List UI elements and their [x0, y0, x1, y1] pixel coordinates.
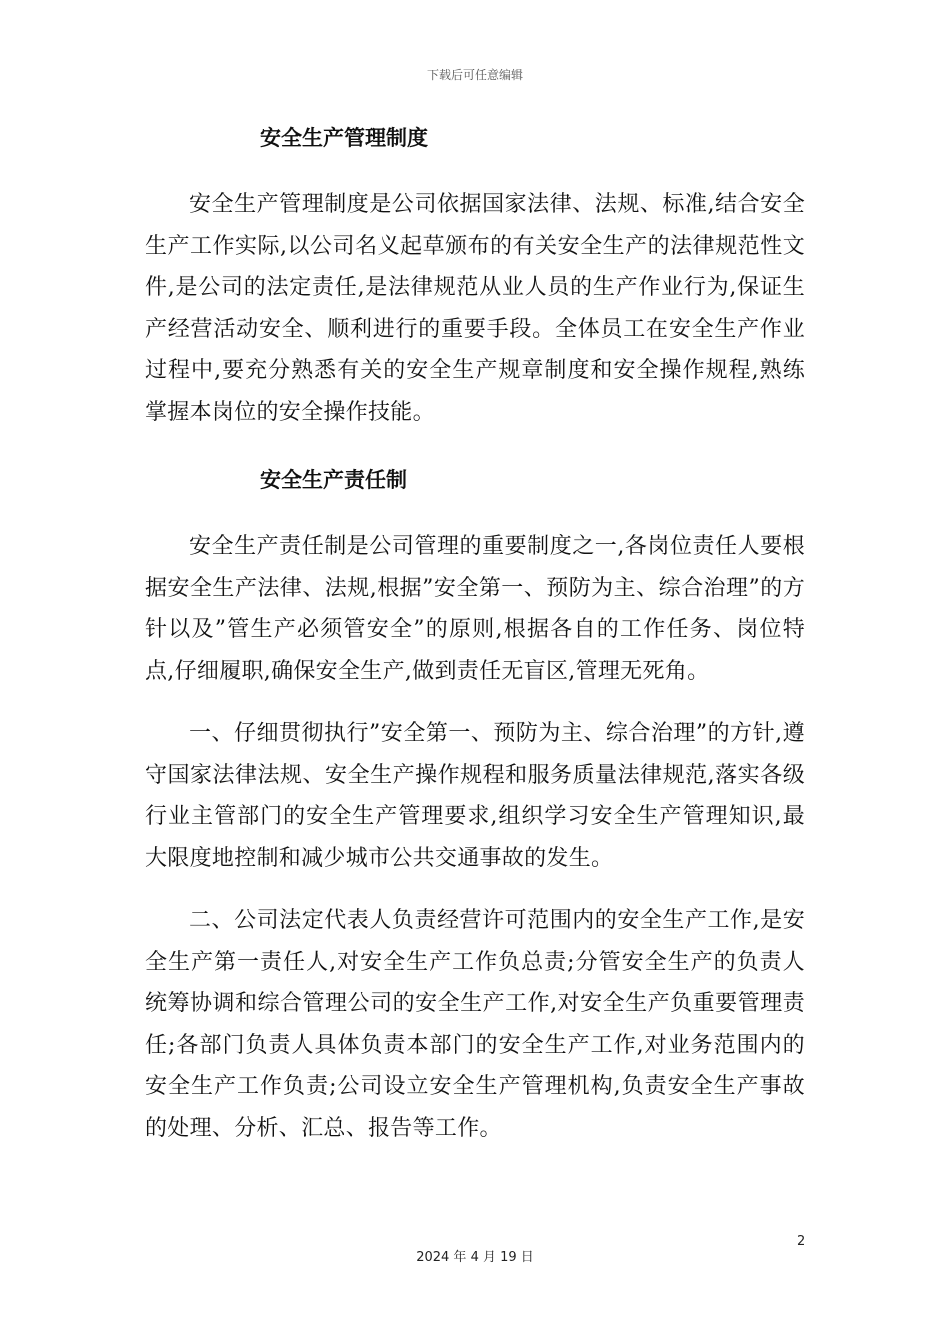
section-heading-responsibility-system: 安全生产责任制: [260, 468, 407, 492]
paragraph-item-two: 二、公司法定代表人负责经营许可范围内的安全生产工作,是安全生产第一责任人,对安全生产工作负总责;分管安全生产的负责人统筹协调和综合管理公司的安全生产工作,对安全生产负重要管理责任;各部门负责人具体负责本部门的安全生产工作,对业务范围内的安全生产工作负责;公司设立安全生产管理机构,负责安全生产事故的处理、分析、汇总、报告等工作。: [145, 908, 805, 1141]
document-body: [145, 112, 805, 1149]
paragraph-responsibility-intro: 安全生产责任制是公司管理的重要制度之一,各岗位责任人要根据安全生产法律、法规,根据”安全第一、预防为主、综合治理”的方针以及”管生产必须管安全”的原则,根据各自的工作任务、岗位特点,仔细履职,确保安全生产,做到责任无盲区,管理无死角。: [145, 534, 805, 684]
section-heading-management-system: 安全生产管理制度: [260, 126, 428, 150]
paragraph-item-one: 一、仔细贯彻执行”安全第一、预防为主、综合治理”的方针,遵守国家法律法规、安全生产操作规程和服务质量法律规范,落实各级行业主管部门的安全生产管理要求,组织学习安全生产管理知识,最大限度地控制和减少城市公共交通事故的发生。: [145, 721, 805, 871]
page-number: 2: [797, 1234, 806, 1249]
footer-date: 2024 年 4 月 19 日: [416, 1250, 534, 1265]
page-header: 下载后可任意编辑: [426, 68, 523, 82]
paragraph-management-system: 安全生产管理制度是公司依据国家法律、法规、标准,结合安全生产工作实际,以公司名义起草颁布的有关安全生产的法律规范性文件,是公司的法定责任,是法律规范从业人员的生产作业行为,保证生产经营活动安全、顺利进行的重要手段。全体员工在安全生产作业过程中,要充分熟悉有关的安全生产规章制度和安全操作规程,熟练掌握本岗位的安全操作技能。: [145, 192, 805, 425]
